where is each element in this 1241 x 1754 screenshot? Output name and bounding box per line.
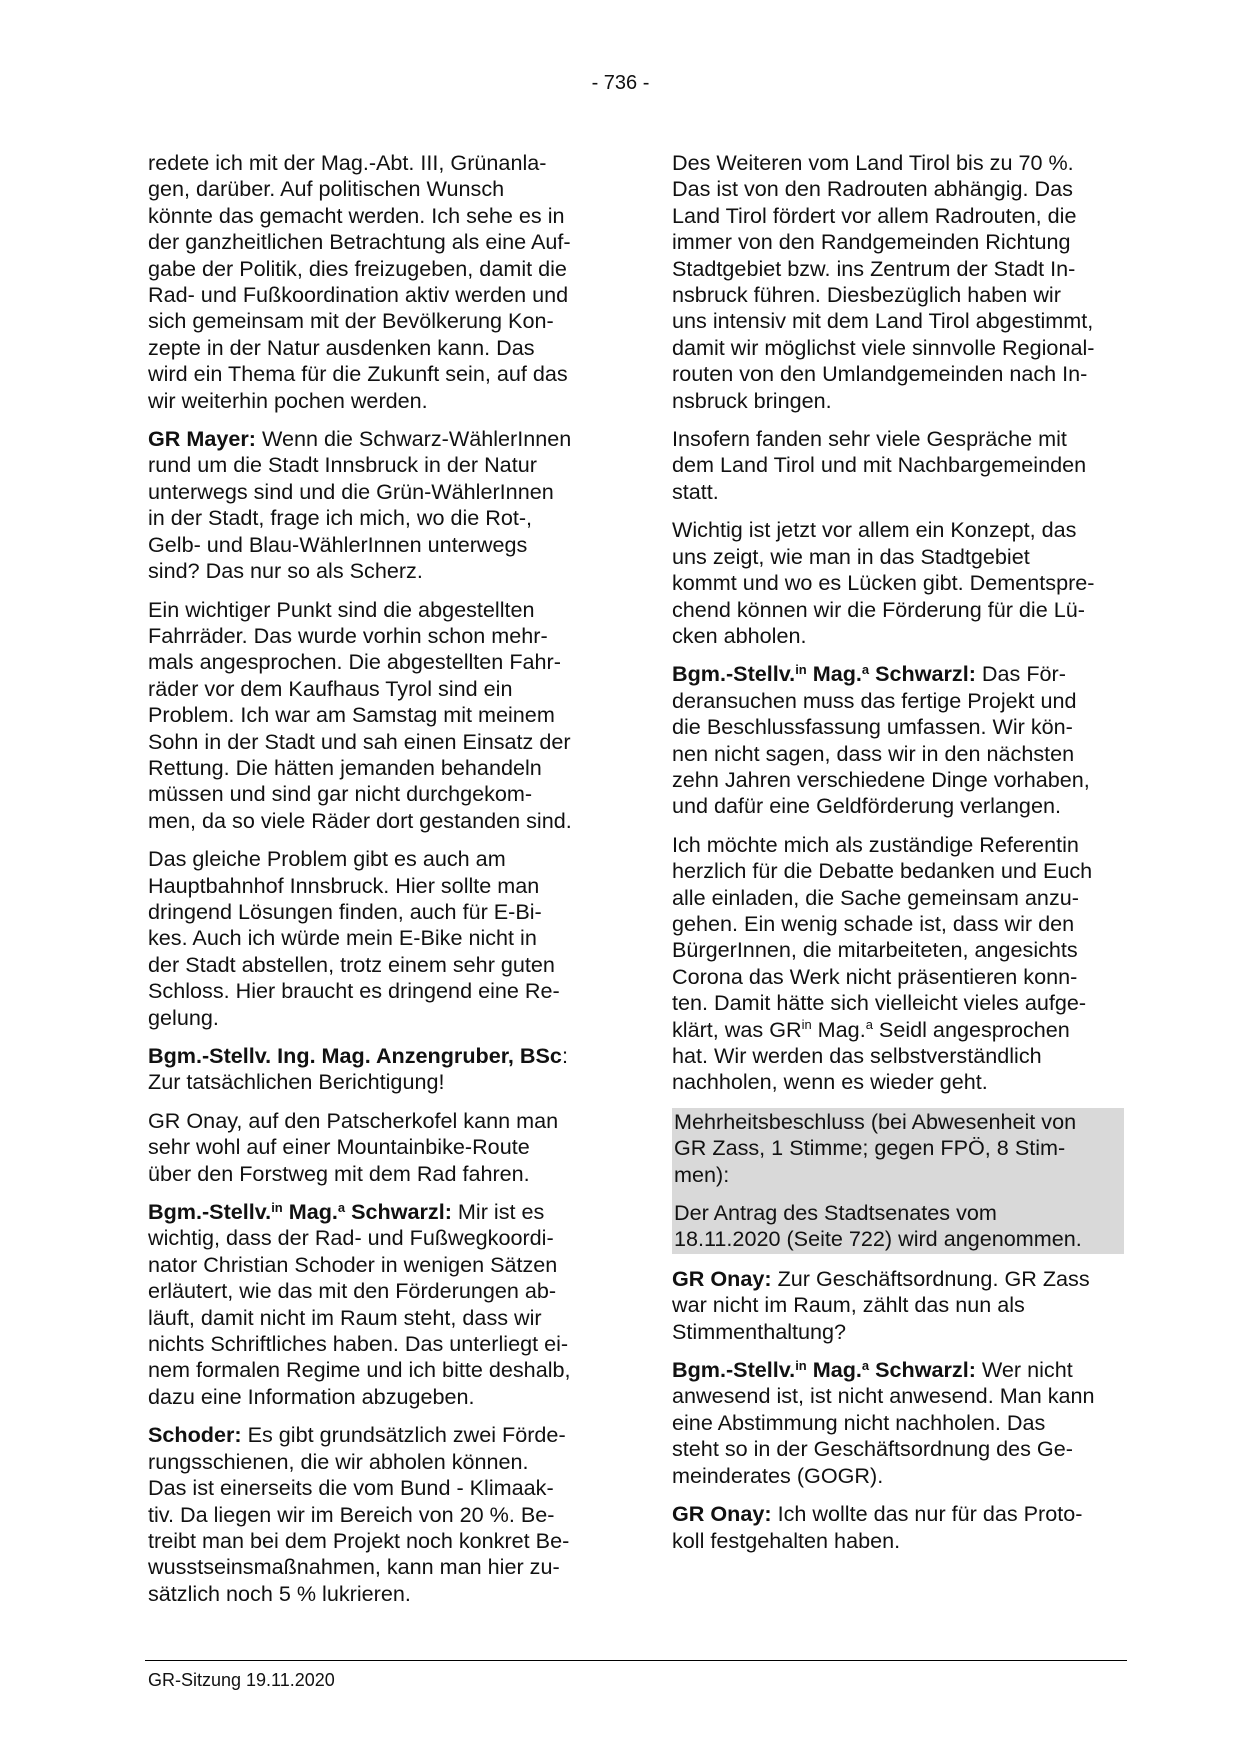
speaker-name: Bgm.-Stellv. Ing. Mag. Anzengruber, BSc [148,1043,562,1068]
speaker-name: GR Onay: [672,1501,772,1527]
page-number: - 736 - [591,72,650,94]
speaker-name: GR Mayer: [148,426,257,452]
speech-text: Das För- deransuchen muss das fertige Projekt und die Beschlussfassung umfassen. Wir kön- nen nicht sagen, dass wir in den nächsten zehn Jahren verschiedene Dinge vorhaben, und dafür eine Geldförderung verlangen. [672,661,1090,819]
speech-text: Wenn die Schwarz-WählerInnen rund um die Stadt Innsbruck in der Natur unterwegs sind und die Grün-WählerInnen in der Stadt, frage ich mich, wo die Rot-, Gelb- und Blau-WählerInnen unterwegs sind? Das nur so als Scherz. [148,426,572,584]
paragraph: Wichtig ist jetzt vor allem ein Konzept, das uns zeigt, wie man in das Stadtgebiet kommt und wo es Lücken gibt. Dementspre- chend können wir die Förderung für die Lü- cken abholen. [672,517,1095,648]
left-column [148,150,600,1619]
speech-onay [672,1266,1124,1345]
speaker-name: Schoder: [148,1422,242,1448]
footer-session-date: GR-Sitzung 19.11.2020 [148,1670,335,1690]
decision-text: Der Antrag des Stadtsenates vom 18.11.2020 (Seite 722) wird angenommen. [674,1200,1082,1252]
speech-text: : Zur tatsächlichen Berichtigung! [148,1043,568,1095]
paragraph: redete ich mit der Mag.-Abt. III, Grünanla- gen, darüber. Auf politischen Wunsch könnte das gemacht werden. Ich sehe es in der ganzheitlichen Betrachtung als eine Auf- gabe der Politik, dies freizugeben, damit die Rad- und Fußkoordination aktiv werden und sich gemeinsam mit der Bevölkerung Kon- zepte in der Natur ausdenken kann. Das wird ein Thema für die Zukunft sein, auf das wir weiterhin pochen werden. [148,150,571,413]
paragraph: Ich möchte mich als zuständige Referentin herzlich für die Debatte bedanken und Euch alle einladen, die Sache gemeinsam anzu- gehen. Ein wenig schade ist, dass wir den BürgerInnen, die mitarbeiteten, angesichts Corona das Werk nicht präsentieren konn- ten. Damit hätte sich vielleicht vieles aufge- klärt, was $GR^{in}$ Mag.$^a$ Seidl angesprochen hat. Wir werden das selbstverständlich nachholen, wenn es wieder geht. [672,831,1093,1095]
paragraph: Ein wichtiger Punkt sind die abgestellten Fahrräder. Das wurde vorhin schon mehr- mals angesprochen. Die abgestellten Fahr- räder vor dem Kaufhaus Tyrol sind ein Problem. Ich war am Samstag mit meinem Sohn in der Stadt und sah einen Einsatz der Rettung. Die hätten jemanden behandeln müssen und sind gar nicht durchgekom- men, da so viele Räder dort gestanden sind. [148,596,572,833]
speech-text: Wer nicht anwesend ist, ist nicht anwesend. Man kann eine Abstimmung nicht nachholen. Das steht so in der Geschäftsordnung des Ge- meinderates (GOGR). [672,1357,1095,1488]
speech-mayer [148,426,600,584]
speaker-name: GR Onay: [672,1265,772,1291]
decision-box [672,1108,1124,1254]
speech-text: Zur Geschäftsordnung. GR Zass war nicht im Raum, zählt das nun als Stimmenthaltung? [672,1265,1090,1344]
paragraph: Insofern fanden sehr viele Gespräche mit dem Land Tirol und mit Nachbargemeinden statt. [672,426,1087,504]
speech-text: Es gibt grundsätzlich zwei Förde- rungsschienen, die wir abholen können. Das ist einerseits die vom Bund - Klimaak- tiv. Da liegen wir im Bereich von 20 %. Be- treibt man bei dem Projekt noch konkret Be- wusstseinsmaßnahmen, kann man hier zu- sätzlich noch 5 % lukrieren. [148,1422,570,1606]
right-column [672,150,1124,1566]
footer-divider [145,1660,1127,1661]
speaker-name: Bgm.-Stellv.$^{in}$ Mag.$^a$ Schwarzl: [672,661,976,687]
speech-schoder [148,1422,600,1607]
speech-text: Ich wollte das nur für das Proto- koll festgehalten haben. [672,1501,1083,1553]
paragraph: GR Onay, auf den Patscherkofel kann man sehr wohl auf einer Mountainbike-Route über den Forstweg mit dem Rad fahren. [148,1107,559,1186]
paragraph: Das gleiche Problem gibt es auch am Hauptbahnhof Innsbruck. Hier sollte man dringend Lösungen finden, auch für E-Bi- kes. Auch ich würde mein E-Bike nicht in der Stadt abstellen, trotz einem sehr guten Schloss. Hier braucht es dringend eine Re- gelung. [148,846,560,1030]
speech-schwarzl [672,1357,1124,1489]
speech-schwarzl [672,661,1124,819]
speech-onay [672,1501,1124,1554]
speech-anzengruber [148,1043,600,1096]
speech-text: Mir ist es wichtig, dass der Rad- und Fußwegkoordi- nator Christian Schoder in wenigen Sätzen erläutert, wie das mit den Förderungen ab- läuft, damit nicht im Raum steht, dass wir nichts Schriftliches haben. Das unterliegt ei- nem formalen Regime und ich bitte deshalb, dazu eine Information abzugeben. [148,1199,571,1409]
speaker-name: Bgm.-Stellv.$^{in}$ Mag.$^a$ Schwarzl: [672,1357,976,1383]
paragraph: Des Weiteren vom Land Tirol bis zu 70 %. Das ist von den Radrouten abhängig. Das Land Tirol fördert vor allem Radrouten, die immer von den Randgemeinden Richtung Stadtgebiet bzw. ins Zentrum der Stadt In- nsbruck führen. Diesbezüglich haben wir uns intensiv mit dem Land Tirol abgestimmt, damit wir möglichst viele sinnvolle Regional- routen von den Umlandgemeinden nach In- nsbruck bringen. [672,150,1095,413]
speech-schwarzl [148,1199,600,1410]
decision-result: Mehrheitsbeschluss (bei Abwesenheit von GR Zass, 1 Stimme; gegen FPÖ, 8 Stim- men): [674,1108,1077,1187]
speaker-name: Bgm.-Stellv.$^{in}$ Mag.$^a$ Schwarzl: [148,1199,452,1225]
